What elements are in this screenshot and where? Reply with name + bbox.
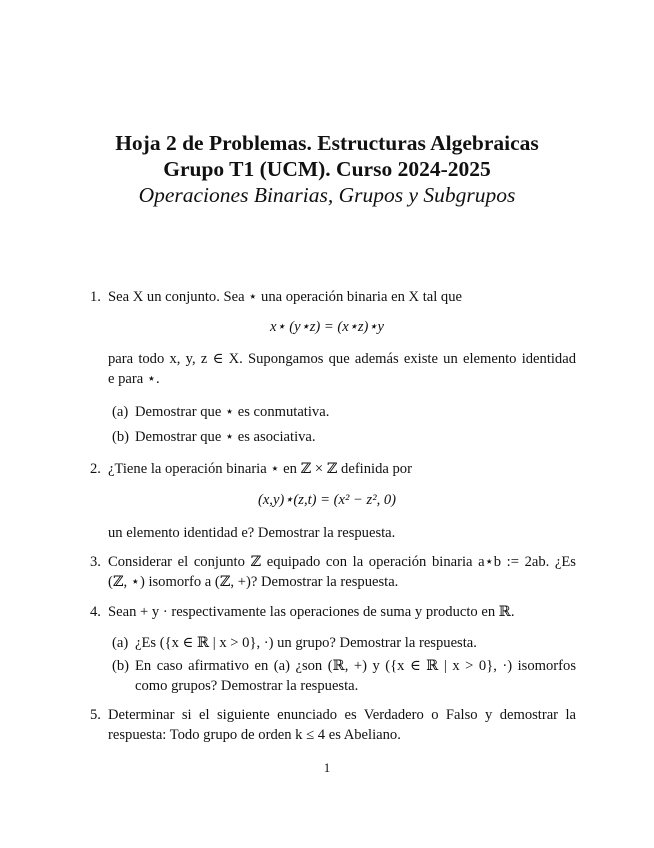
problem-number: 1. (90, 289, 101, 305)
problem-text: (ℤ, ⋆) isomorfo a (ℤ, +)? Demostrar la respuesta. (108, 574, 399, 590)
problem-text: respuesta: Todo grupo de orden k ≤ 4 es Abeliano. (108, 727, 401, 743)
problem-text: Determinar si el siguiente enunciado es Verdadero o Falso y demostrar la (108, 707, 576, 723)
problem-text: e para ⋆. (108, 371, 160, 387)
subitem-label: (b) (112, 658, 130, 674)
problem-text: Sean + y · respectivamente las operaciones de suma y producto en ℝ. (108, 604, 515, 620)
problem-text: Sea X un conjunto. Sea ⋆ una operación binaria en X tal que (108, 289, 463, 305)
problem-number: 5. (90, 707, 101, 723)
problem-text: Considerar el conjunto ℤ equipado con la operación binaria a⋆b := 2ab. ¿Es (108, 554, 576, 570)
subitem-label: (b) (112, 429, 130, 445)
problem-text: para todo x, y, z ∈ X. Supongamos que además existe un elemento identidad (108, 351, 576, 367)
problem-number: 4. (90, 604, 101, 620)
subitem-text: Demostrar que ⋆ es conmutativa. (135, 404, 330, 420)
problem-number: 3. (90, 554, 101, 570)
title-line-2: Grupo T1 (UCM). Curso 2024-2025 (163, 157, 491, 181)
subitem-label: (a) (112, 404, 129, 420)
subitem-text: Demostrar que ⋆ es asociativa. (135, 429, 316, 445)
problem-number: 2. (90, 461, 101, 477)
problem-text: ¿Tiene la operación binaria ⋆ en ℤ × ℤ definida por (108, 461, 412, 477)
problem-text: un elemento identidad e? Demostrar la respuesta. (108, 525, 396, 541)
subitem-text: En caso afirmativo en (a) ¿son (ℝ, +) y ({x ∈ ℝ | x > 0}, ·) isomorfos (135, 658, 576, 674)
equation: (x,y)⋆(z,t) = (x² − z², 0) (257, 492, 397, 508)
page-number: 1 (323, 760, 331, 775)
subitem-label: (a) (112, 635, 129, 651)
subtitle: Operaciones Binarias, Grupos y Subgrupos (138, 183, 516, 207)
title-line-1: Hoja 2 de Problemas. Estructuras Algebraicas (115, 131, 539, 155)
subitem-text: ¿Es ({x ∈ ℝ | x > 0}, ·) un grupo? Demostrar la respuesta. (135, 635, 477, 651)
subitem-text: como grupos? Demostrar la respuesta. (135, 678, 359, 694)
equation: x⋆ (y⋆z) = (x⋆z)⋆y (269, 319, 385, 335)
